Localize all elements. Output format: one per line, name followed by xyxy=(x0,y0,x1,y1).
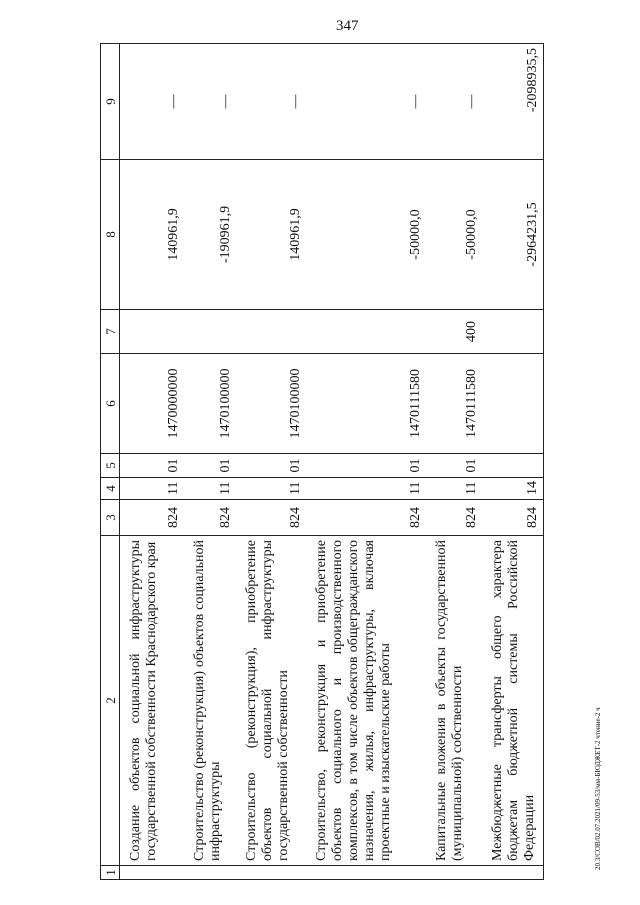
table-row xyxy=(120,44,184,880)
cell-c5 xyxy=(482,454,544,478)
cell-c4: 11 xyxy=(120,478,184,500)
table-row xyxy=(482,44,544,880)
cell-c9: -2098935,5 xyxy=(482,44,544,160)
cell-c6 xyxy=(482,354,544,454)
row-description: Строительство (реконструкция) объектов социальной инфраструктуры xyxy=(184,536,236,866)
cell-c5: 01 xyxy=(426,454,482,478)
table-row xyxy=(426,44,482,880)
cell-c6: 1470111580 xyxy=(306,354,426,454)
table-row xyxy=(236,44,306,880)
cell-c7 xyxy=(482,310,544,354)
table-row xyxy=(306,44,426,880)
header-cell: 1 xyxy=(101,866,120,880)
cell-c4: 11 xyxy=(184,478,236,500)
cell-c8: 140961,9 xyxy=(120,160,184,310)
row-description: Создание объектов социальной инфраструктуры государственной собственности Краснодарского края xyxy=(120,536,184,866)
document-footer xyxy=(590,50,614,870)
cell-c7: 400 xyxy=(426,310,482,354)
cell-c4: 14 xyxy=(482,478,544,500)
header-cell: 9 xyxy=(101,44,120,160)
cell-c7 xyxy=(306,310,426,354)
header-row xyxy=(101,44,120,880)
row-description: Межбюджетные трансферты общего характера бюджетам бюджетной системы Российской Федерации xyxy=(482,536,544,866)
cell-c3: 824 xyxy=(236,500,306,536)
cell-c4: 11 xyxy=(426,478,482,500)
cell-c3: 824 xyxy=(426,500,482,536)
cell-c3: 824 xyxy=(306,500,426,536)
cell-c3: 824 xyxy=(184,500,236,536)
cell-c6: 1470000000 xyxy=(120,354,184,454)
budget-table xyxy=(100,43,544,880)
page-number: 347 xyxy=(336,18,359,34)
cell-c7 xyxy=(184,310,236,354)
footer-text: 20.3/СОВ/02.07.2021/09-53/мм-БЮДЖЕТ-2 чтение-2 ч xyxy=(594,707,602,870)
cell-c7 xyxy=(120,310,184,354)
cell-c3: 824 xyxy=(482,500,544,536)
cell-c8: -50000,0 xyxy=(426,160,482,310)
cell-c8: -190961,9 xyxy=(184,160,236,310)
cell-c9: — xyxy=(236,44,306,160)
table-row xyxy=(184,44,236,880)
row-description: Капитальные вложения в объекты государственной (муниципальной) собственности xyxy=(426,536,482,866)
cell-c8: -50000,0 xyxy=(306,160,426,310)
header-cell: 4 xyxy=(101,478,120,500)
header-cell: 7 xyxy=(101,310,120,354)
cell-c5: 01 xyxy=(236,454,306,478)
cell-c4: 11 xyxy=(236,478,306,500)
header-cell: 5 xyxy=(101,454,120,478)
header-cell: 3 xyxy=(101,500,120,536)
cell-c6: 1470100000 xyxy=(236,354,306,454)
cell-c8: 140961,9 xyxy=(236,160,306,310)
cell-c6: 1470100000 xyxy=(184,354,236,454)
cell-c9: — xyxy=(120,44,184,160)
cell-c8: -2964231,5 xyxy=(482,160,544,310)
rotated-table-container xyxy=(100,44,565,880)
cell-c4: 11 xyxy=(306,478,426,500)
cell-c5: 01 xyxy=(184,454,236,478)
cell-c9: — xyxy=(306,44,426,160)
header-cell: 6 xyxy=(101,354,120,454)
cell-c5: 01 xyxy=(306,454,426,478)
header-cell: 8 xyxy=(101,160,120,310)
cell-c6: 1470111580 xyxy=(426,354,482,454)
cell-c9: — xyxy=(426,44,482,160)
row-description: Строительство, реконструкция и приобретение объектов социального и производственного комплексов, в том числе объектов общегражданского назначения, жилья, инфраструктуры, включая проектные и изыскательские работы xyxy=(306,536,426,866)
cell-c9: — xyxy=(184,44,236,160)
cell-c5: 01 xyxy=(120,454,184,478)
row-description: Строительство (реконструкция), приобретение объектов социальной инфраструктуры государственной собственности xyxy=(236,536,306,866)
cell-c7 xyxy=(236,310,306,354)
cell-c3: 824 xyxy=(120,500,184,536)
header-cell: 2 xyxy=(101,536,120,866)
